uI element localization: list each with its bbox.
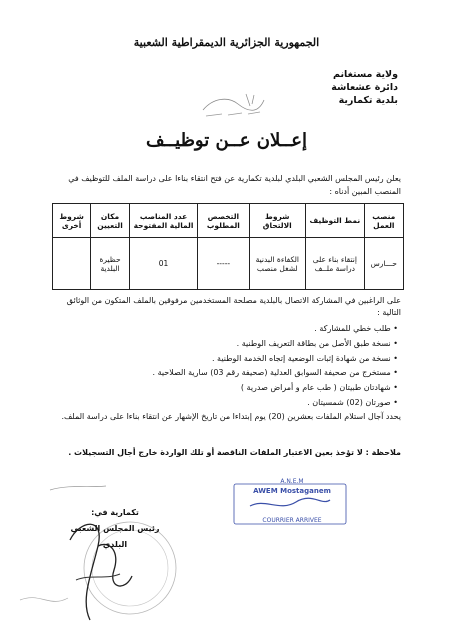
note-paragraph (47, 448, 401, 457)
table-cell: حـــارس (364, 238, 403, 290)
table-cell: ----- (198, 238, 249, 290)
list-item: • نسخة من شهادة إثبات الوضعية إتجاه الخدمة الوطنية . (58, 352, 398, 367)
column-header: عدد المناصب المالية المفتوحة (129, 204, 197, 238)
signature-place: تكمارية في: (91, 508, 139, 517)
column-header: شروط الالتحاق (249, 204, 305, 238)
stamp-line-3: COURRIER ARRIVEE (262, 517, 322, 524)
column-header: مكان التعيين (91, 204, 130, 238)
intro-paragraph: يعلن رئيس المجلس الشعبي البلدي لبلدية تكمارية عن فتح انتقاء بناءا على دراسة الملف للتوظيف في المنصب المبين أدناه : (68, 174, 401, 196)
table-cell: الكفاءة البدنية لشغل منصب (249, 238, 305, 290)
list-item: • مستخرج من صحيفة السوابق العدلية (صحيفة رقم 03) سارية الصلاحية . (58, 366, 398, 381)
page-title: إعــلان عــن توظيــف (145, 130, 307, 151)
list-item: • نسخة طبق الأصل من بطاقة التعريف الوطنية . (58, 337, 398, 352)
application-instructions: على الراغبين في المشاركة الاتصال بالبلدية مصلحة المستخدمين مرفوقين بالملف المتكون من الوثائق التالية : (66, 296, 401, 317)
table-cell: حظيرة البلدية (91, 238, 130, 290)
table-row (53, 238, 404, 290)
required-documents-list (58, 322, 398, 411)
administration-block (331, 68, 398, 107)
signature-block (60, 505, 170, 553)
jobs-table (52, 203, 404, 290)
column-header: نمط التوظيف (306, 204, 365, 238)
republic-heading: الجمهورية الجزائرية الديمقراطية الشعبية (133, 36, 320, 49)
stamp-line-1: A.N.E.M (280, 478, 304, 485)
stamp-line-2: AWEM Mostaganem (253, 487, 331, 495)
anem-arrival-stamp (230, 476, 350, 528)
column-header: شروط أخرى (53, 204, 91, 238)
table-header-row (53, 204, 404, 238)
list-item: • طلب خطي للمشاركة . (58, 322, 398, 337)
column-header: منصب العمل (364, 204, 403, 238)
signature-title: رئيس المجلس الشعبي البلدي (70, 524, 160, 549)
table-cell (53, 238, 91, 290)
deadline-paragraph: يحدد آجال استلام الملفات بعشرين (20) يوم إبتداءا من تاريخ الإشهار عن انتقاء بناءا على دراسة الملف. (61, 412, 401, 421)
registration-stamp-marks (198, 92, 268, 120)
table-cell: 01 (129, 238, 197, 290)
signature-and-seal-marks (10, 480, 200, 630)
note-text: لا تؤخذ بعين الاعتبار الملفات الناقصة أو تلك الواردة خارج أجال التسجيلات . (68, 448, 363, 457)
baladiya-line: بلدية تكمارية (338, 95, 398, 106)
list-item: • شهادتان طبيتان ( طب عام و أمراض صدرية ) (58, 381, 398, 396)
column-header: التخصص المطلوب (198, 204, 249, 238)
note-label: ملاحظة : (365, 448, 401, 457)
table-cell: إنتقاء بناء على دراسة ملــف (306, 238, 365, 290)
daira-line: دائرة عشعاشة (331, 82, 398, 93)
list-item: • صورتان (02) شمسيتان . (58, 396, 398, 411)
wilaya-line: ولاية مستغانم (333, 69, 398, 80)
